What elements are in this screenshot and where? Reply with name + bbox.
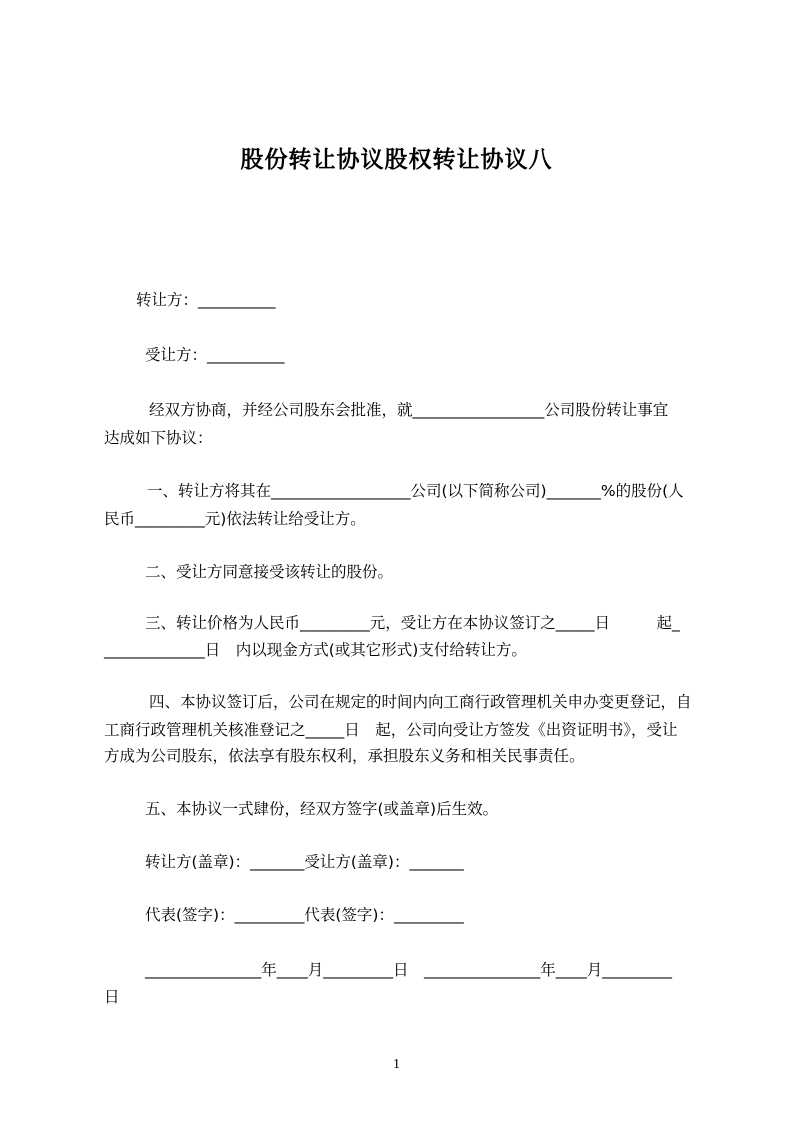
date-line-1: _______________年____月_________日 _______________年____月_________ [145, 961, 673, 979]
clause-1-line-2: 民币_________元)依法转让给受让方。 [104, 510, 366, 528]
date-line-2: 日 [104, 988, 120, 1006]
document-title: 股份转让协议股权转让协议八 [240, 147, 553, 173]
transferee-line: 受让方：__________ [145, 346, 285, 364]
clause-4-line-3: 方成为公司股东，依法享有股东权利，承担股东义务和相关民事责任。 [104, 747, 585, 765]
preamble-line-1: 经双方协商，并经公司股东会批准，就_________________公司股份转让事宜 [149, 401, 669, 419]
seal-line: 转让方(盖章)：_______受让方(盖章)：_______ [145, 853, 464, 871]
clause-4-line-2: 工商行政管理机关核准登记之_____日 起，公司向受让方签发《出资证明书》，受让 [104, 721, 678, 739]
clause-3-line-1: 三、转让价格为人民币_________元，受让方在本协议签订之_____日 起_ [145, 614, 680, 632]
signature-line: 代表(签字)：_________代表(签字)：_________ [145, 906, 464, 924]
clause-3-line-2: _____________日 内以现金方式(或其它形式)支付给转让方。 [104, 641, 527, 659]
page-number: 1 [393, 1057, 400, 1072]
transferor-line: 转让方：__________ [136, 291, 276, 309]
clause-2: 二、受让方同意接受该转让的股份。 [145, 563, 394, 581]
preamble-line-2: 达成如下协议： [104, 429, 213, 447]
clause-5: 五、本协议一式肆份，经双方签字(或盖章)后生效。 [145, 800, 499, 818]
clause-1-line-1: 一、转让方将其在__________________公司(以下简称公司)_______%的股份(人 [147, 482, 684, 500]
clause-4-line-1: 四、本协议签订后，公司在规定的时间内向工商行政管理机关申办变更登记，自 [149, 693, 692, 711]
